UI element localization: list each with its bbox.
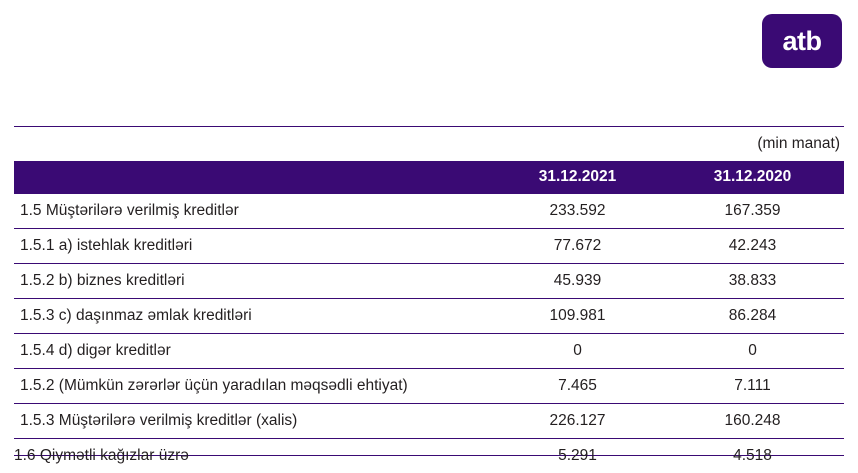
row-label: 1.5.2 b) biznes kreditləri <box>20 271 185 289</box>
row-value-2020: 86.284 <box>728 306 777 324</box>
header-label-column <box>14 161 494 194</box>
unit-note: (min manat) <box>757 135 840 152</box>
row-value-2021: 5.291 <box>558 446 597 464</box>
row-value-2021: 233.592 <box>549 201 606 219</box>
table-row <box>14 333 844 368</box>
row-label: 1.5 Müştərilərə verilmiş kreditlər <box>20 201 239 219</box>
financial-table-section <box>14 126 844 464</box>
row-label: 1.5.3 Müştərilərə verilmiş kreditlər (xalis) <box>20 411 298 429</box>
row-value-2020: 167.359 <box>724 201 781 219</box>
table-row <box>14 403 844 438</box>
row-label: 1.5.3 c) daşınmaz əmlak kreditləri <box>20 306 252 324</box>
row-value-2020: 4.518 <box>733 446 772 464</box>
row-value-2020: 7.111 <box>734 376 771 394</box>
table-row <box>14 194 844 229</box>
table-row <box>14 298 844 333</box>
atb-logo <box>762 14 842 68</box>
row-label: 1.5.1 a) istehlak kreditləri <box>20 236 193 254</box>
table-row <box>14 228 844 263</box>
header-col-2021: 31.12.2021 <box>538 168 617 186</box>
table-header <box>14 161 844 194</box>
financial-table <box>14 161 844 464</box>
table-row <box>14 368 844 403</box>
table-row <box>14 263 844 298</box>
row-value-2020: 0 <box>748 341 757 359</box>
row-value-2021: 226.127 <box>549 411 606 429</box>
row-value-2021: 0 <box>573 341 582 359</box>
table-row <box>14 438 844 455</box>
row-value-2020: 42.243 <box>728 236 777 254</box>
row-label: 1.5.4 d) digər kreditlər <box>20 341 171 359</box>
row-label: 1.5.2 (Mümkün zərərlər üçün yaradılan məqsədli ehtiyat) <box>20 376 408 394</box>
row-value-2021: 45.939 <box>553 271 602 289</box>
header-col-2020: 31.12.2020 <box>713 168 792 186</box>
table-header-row <box>14 161 844 194</box>
row-value-2021: 77.672 <box>553 236 602 254</box>
row-value-2020: 38.833 <box>728 271 777 289</box>
row-value-2021: 7.465 <box>558 376 597 394</box>
row-value-2021: 109.981 <box>549 306 606 324</box>
row-label: 1.6 Qiymətli kağızlar üzrə <box>14 446 189 464</box>
table-body <box>14 194 844 464</box>
logo-text: atb <box>782 25 822 56</box>
row-value-2020: 160.248 <box>724 411 781 429</box>
